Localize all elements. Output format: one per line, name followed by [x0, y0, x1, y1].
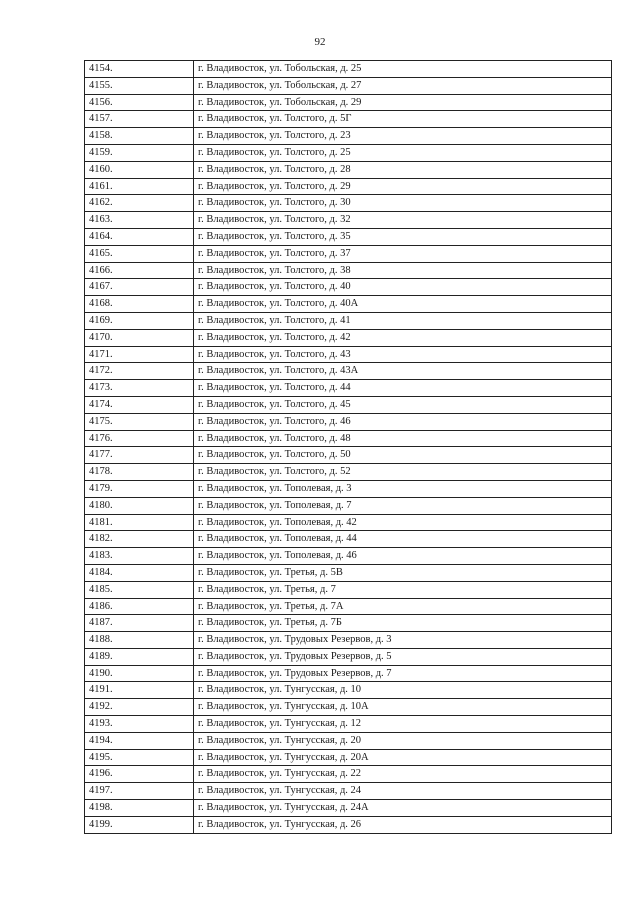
table-row	[85, 380, 612, 397]
table-row	[85, 682, 612, 699]
address-cell: г. Владивосток, ул. Толстого, д. 37	[194, 245, 612, 262]
address-cell: г. Владивосток, ул. Тобольская, д. 25	[194, 61, 612, 78]
row-number-cell: 4199.	[85, 816, 194, 833]
table-row	[85, 716, 612, 733]
row-number-cell: 4198.	[85, 800, 194, 817]
table-row	[85, 228, 612, 245]
address-cell: г. Владивосток, ул. Толстого, д. 45	[194, 396, 612, 413]
table-row	[85, 564, 612, 581]
table-row	[85, 464, 612, 481]
row-number-cell: 4169.	[85, 312, 194, 329]
row-number-cell: 4170.	[85, 329, 194, 346]
row-number-cell: 4194.	[85, 732, 194, 749]
row-number-cell: 4193.	[85, 716, 194, 733]
address-cell: г. Владивосток, ул. Трудовых Резервов, д. 5	[194, 648, 612, 665]
row-number-cell: 4158.	[85, 128, 194, 145]
row-number-cell: 4172.	[85, 363, 194, 380]
address-cell: г. Владивосток, ул. Тунгусская, д. 26	[194, 816, 612, 833]
address-cell: г. Владивосток, ул. Тунгусская, д. 10	[194, 682, 612, 699]
address-cell: г. Владивосток, ул. Тунгусская, д. 24А	[194, 800, 612, 817]
address-cell: г. Владивосток, ул. Толстого, д. 32	[194, 212, 612, 229]
table-row	[85, 514, 612, 531]
address-cell: г. Владивосток, ул. Третья, д. 7А	[194, 598, 612, 615]
address-cell: г. Владивосток, ул. Толстого, д. 43А	[194, 363, 612, 380]
address-cell: г. Владивосток, ул. Тунгусская, д. 20	[194, 732, 612, 749]
row-number-cell: 4178.	[85, 464, 194, 481]
table-row	[85, 581, 612, 598]
address-cell: г. Владивосток, ул. Трудовых Резервов, д. 7	[194, 665, 612, 682]
table-row	[85, 648, 612, 665]
table-row	[85, 161, 612, 178]
table-row	[85, 111, 612, 128]
address-cell: г. Владивосток, ул. Тунгусская, д. 12	[194, 716, 612, 733]
table-row	[85, 94, 612, 111]
row-number-cell: 4166.	[85, 262, 194, 279]
page-number: 92	[314, 36, 326, 48]
address-cell: г. Владивосток, ул. Толстого, д. 38	[194, 262, 612, 279]
table-row	[85, 363, 612, 380]
table-row	[85, 413, 612, 430]
table-row	[85, 632, 612, 649]
address-cell: г. Владивосток, ул. Толстого, д. 50	[194, 447, 612, 464]
address-cell: г. Владивосток, ул. Тобольская, д. 29	[194, 94, 612, 111]
row-number-cell: 4182.	[85, 531, 194, 548]
address-cell: г. Владивосток, ул. Тополевая, д. 42	[194, 514, 612, 531]
row-number-cell: 4165.	[85, 245, 194, 262]
row-number-cell: 4195.	[85, 749, 194, 766]
address-cell: г. Владивосток, ул. Толстого, д. 40А	[194, 296, 612, 313]
address-cell: г. Владивосток, ул. Третья, д. 7	[194, 581, 612, 598]
address-cell: г. Владивосток, ул. Тобольская, д. 27	[194, 77, 612, 94]
row-number-cell: 4157.	[85, 111, 194, 128]
table-row	[85, 447, 612, 464]
address-cell: г. Владивосток, ул. Толстого, д. 35	[194, 228, 612, 245]
row-number-cell: 4187.	[85, 615, 194, 632]
row-number-cell: 4171.	[85, 346, 194, 363]
table-row	[85, 144, 612, 161]
address-cell: г. Владивосток, ул. Толстого, д. 30	[194, 195, 612, 212]
row-number-cell: 4179.	[85, 480, 194, 497]
table-row	[85, 800, 612, 817]
row-number-cell: 4168.	[85, 296, 194, 313]
table-row	[85, 329, 612, 346]
row-number-cell: 4184.	[85, 564, 194, 581]
address-cell: г. Владивосток, ул. Толстого, д. 25	[194, 144, 612, 161]
address-cell: г. Владивосток, ул. Толстого, д. 42	[194, 329, 612, 346]
table-row	[85, 212, 612, 229]
table-row	[85, 279, 612, 296]
table-row	[85, 548, 612, 565]
address-cell: г. Владивосток, ул. Толстого, д. 48	[194, 430, 612, 447]
table-row	[85, 178, 612, 195]
row-number-cell: 4159.	[85, 144, 194, 161]
table-row	[85, 497, 612, 514]
address-cell: г. Владивосток, ул. Толстого, д. 43	[194, 346, 612, 363]
row-number-cell: 4176.	[85, 430, 194, 447]
row-number-cell: 4197.	[85, 783, 194, 800]
address-cell: г. Владивосток, ул. Толстого, д. 29	[194, 178, 612, 195]
row-number-cell: 4185.	[85, 581, 194, 598]
table-row	[85, 77, 612, 94]
row-number-cell: 4192.	[85, 699, 194, 716]
table-row	[85, 816, 612, 833]
row-number-cell: 4154.	[85, 61, 194, 78]
row-number-cell: 4175.	[85, 413, 194, 430]
address-cell: г. Владивосток, ул. Тунгусская, д. 20А	[194, 749, 612, 766]
address-table	[84, 60, 612, 834]
address-cell: г. Владивосток, ул. Толстого, д. 23	[194, 128, 612, 145]
table-row	[85, 312, 612, 329]
table-row	[85, 61, 612, 78]
address-cell: г. Владивосток, ул. Тунгусская, д. 24	[194, 783, 612, 800]
row-number-cell: 4173.	[85, 380, 194, 397]
row-number-cell: 4162.	[85, 195, 194, 212]
row-number-cell: 4188.	[85, 632, 194, 649]
table-row	[85, 665, 612, 682]
table-row	[85, 783, 612, 800]
row-number-cell: 4174.	[85, 396, 194, 413]
row-number-cell: 4183.	[85, 548, 194, 565]
address-cell: г. Владивосток, ул. Тунгусская, д. 10А	[194, 699, 612, 716]
table-row	[85, 699, 612, 716]
address-cell: г. Владивосток, ул. Третья, д. 5В	[194, 564, 612, 581]
table-row	[85, 480, 612, 497]
table-row	[85, 430, 612, 447]
table-row	[85, 346, 612, 363]
table-row	[85, 749, 612, 766]
address-cell: г. Владивосток, ул. Толстого, д. 28	[194, 161, 612, 178]
address-cell: г. Владивосток, ул. Толстого, д. 52	[194, 464, 612, 481]
address-cell: г. Владивосток, ул. Толстого, д. 5Г	[194, 111, 612, 128]
row-number-cell: 4189.	[85, 648, 194, 665]
address-cell: г. Владивосток, ул. Тунгусская, д. 22	[194, 766, 612, 783]
row-number-cell: 4186.	[85, 598, 194, 615]
table-row	[85, 396, 612, 413]
row-number-cell: 4191.	[85, 682, 194, 699]
row-number-cell: 4167.	[85, 279, 194, 296]
address-table-body	[85, 61, 612, 834]
row-number-cell: 4196.	[85, 766, 194, 783]
row-number-cell: 4156.	[85, 94, 194, 111]
row-number-cell: 4181.	[85, 514, 194, 531]
table-row	[85, 296, 612, 313]
address-cell: г. Владивосток, ул. Тополевая, д. 7	[194, 497, 612, 514]
address-cell: г. Владивосток, ул. Толстого, д. 41	[194, 312, 612, 329]
table-row	[85, 615, 612, 632]
address-cell: г. Владивосток, ул. Тополевая, д. 3	[194, 480, 612, 497]
table-row	[85, 195, 612, 212]
address-cell: г. Владивосток, ул. Толстого, д. 40	[194, 279, 612, 296]
table-row	[85, 245, 612, 262]
row-number-cell: 4160.	[85, 161, 194, 178]
table-row	[85, 766, 612, 783]
row-number-cell: 4177.	[85, 447, 194, 464]
row-number-cell: 4190.	[85, 665, 194, 682]
address-cell: г. Владивосток, ул. Третья, д. 7Б	[194, 615, 612, 632]
row-number-cell: 4164.	[85, 228, 194, 245]
row-number-cell: 4163.	[85, 212, 194, 229]
address-cell: г. Владивосток, ул. Толстого, д. 46	[194, 413, 612, 430]
address-cell: г. Владивосток, ул. Толстого, д. 44	[194, 380, 612, 397]
table-row	[85, 128, 612, 145]
table-row	[85, 262, 612, 279]
row-number-cell: 4155.	[85, 77, 194, 94]
row-number-cell: 4180.	[85, 497, 194, 514]
address-cell: г. Владивосток, ул. Тополевая, д. 44	[194, 531, 612, 548]
table-row	[85, 531, 612, 548]
table-row	[85, 598, 612, 615]
row-number-cell: 4161.	[85, 178, 194, 195]
table-row	[85, 732, 612, 749]
address-cell: г. Владивосток, ул. Трудовых Резервов, д. 3	[194, 632, 612, 649]
address-cell: г. Владивосток, ул. Тополевая, д. 46	[194, 548, 612, 565]
